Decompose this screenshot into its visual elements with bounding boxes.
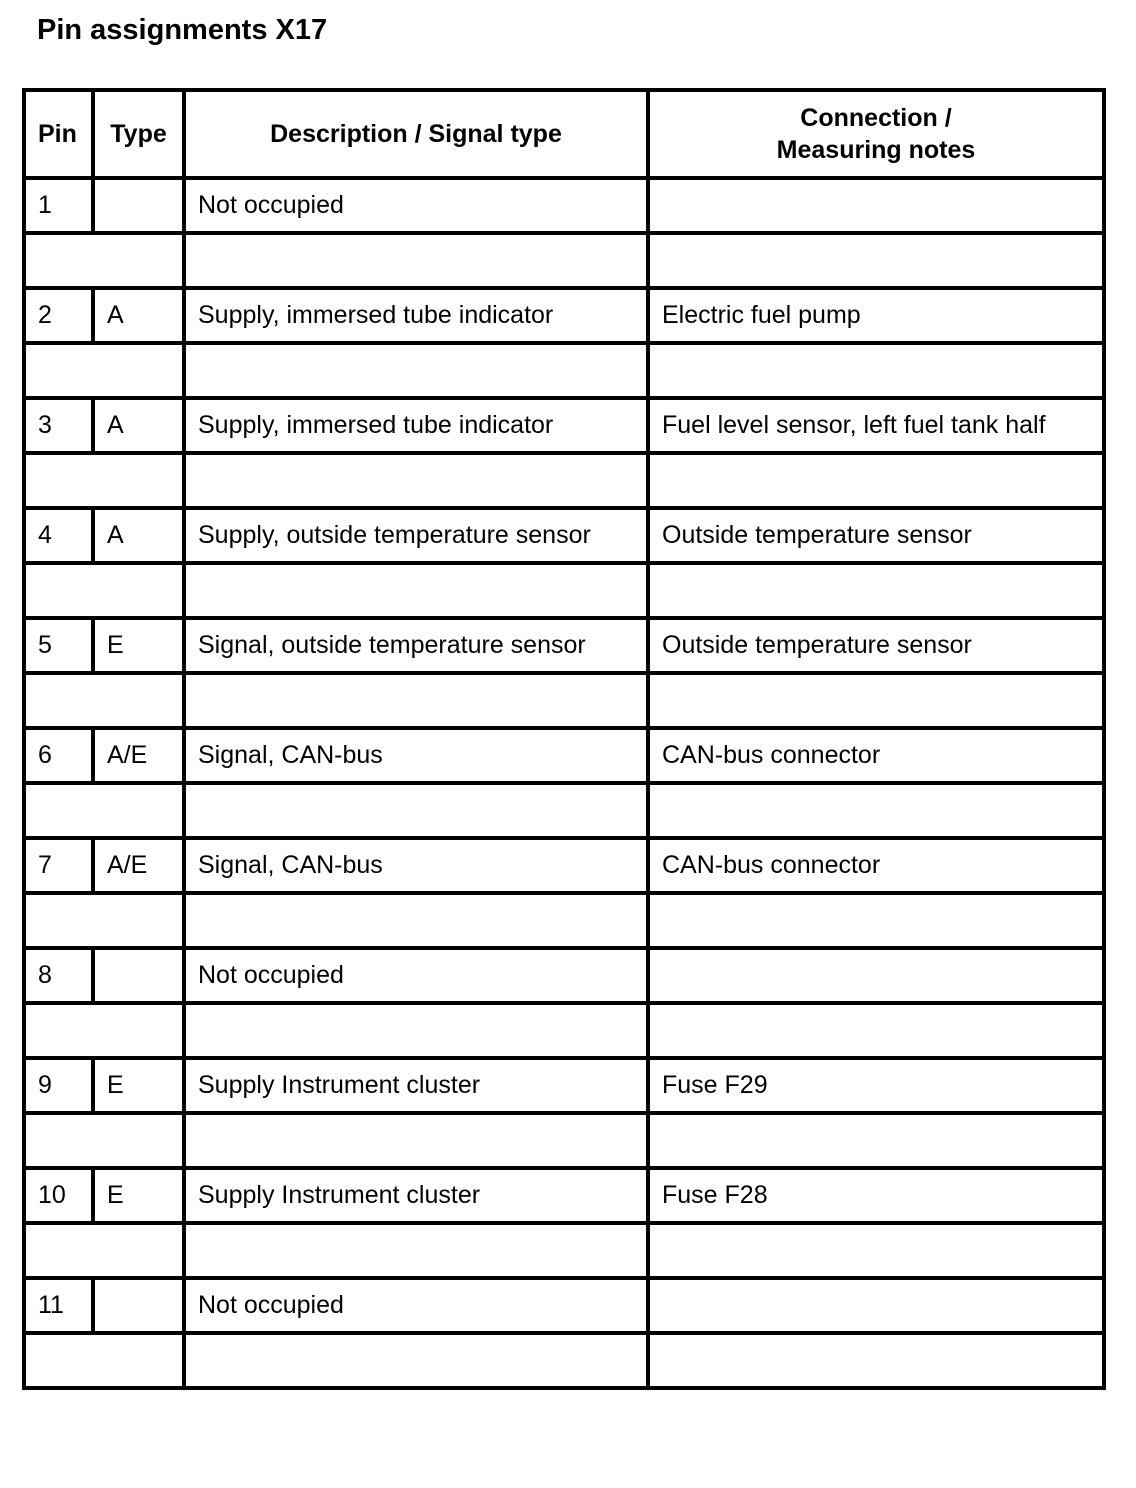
cell-pin: 10 [24, 1168, 93, 1223]
cell-description: Supply Instrument cluster [184, 1168, 648, 1223]
table-header-row [24, 90, 1104, 178]
cell-description: Not occupied [184, 948, 648, 1003]
cell-description: Signal, outside temperature sensor [184, 618, 648, 673]
cell-connection: Outside temperature sensor [648, 618, 1104, 673]
blank-cell [24, 343, 184, 398]
cell-type [93, 1278, 184, 1333]
cell-pin: 3 [24, 398, 93, 453]
cell-pin: 5 [24, 618, 93, 673]
cell-type: A [93, 508, 184, 563]
cell-pin: 7 [24, 838, 93, 893]
blank-row [24, 563, 1104, 618]
cell-type: A/E [93, 838, 184, 893]
blank-cell [648, 673, 1104, 728]
cell-description: Signal, CAN-bus [184, 838, 648, 893]
blank-cell [184, 233, 648, 288]
table-row [24, 948, 1104, 1003]
cell-connection: Outside temperature sensor [648, 508, 1104, 563]
cell-description: Supply, immersed tube indicator [184, 398, 648, 453]
blank-row [24, 1223, 1104, 1278]
table-row [24, 618, 1104, 673]
blank-cell [24, 1113, 184, 1168]
cell-pin: 2 [24, 288, 93, 343]
table-row [24, 508, 1104, 563]
cell-pin: 6 [24, 728, 93, 783]
table-row [24, 288, 1104, 343]
blank-row [24, 893, 1104, 948]
blank-row [24, 673, 1104, 728]
blank-row [24, 343, 1104, 398]
cell-connection: Fuel level sensor, left fuel tank half [648, 398, 1104, 453]
blank-cell [184, 1223, 648, 1278]
blank-row [24, 1333, 1104, 1388]
blank-cell [184, 1003, 648, 1058]
blank-cell [648, 783, 1104, 838]
blank-cell [24, 893, 184, 948]
blank-cell [648, 563, 1104, 618]
blank-cell [648, 1113, 1104, 1168]
cell-description: Supply, immersed tube indicator [184, 288, 648, 343]
cell-pin: 4 [24, 508, 93, 563]
cell-description: Supply, outside temperature sensor [184, 508, 648, 563]
cell-type: A/E [93, 728, 184, 783]
pin-assignment-table [22, 88, 1106, 1390]
table-row [24, 1058, 1104, 1113]
cell-type: E [93, 1168, 184, 1223]
blank-cell [184, 673, 648, 728]
cell-description: Signal, CAN-bus [184, 728, 648, 783]
table-row [24, 838, 1104, 893]
blank-cell [648, 1223, 1104, 1278]
blank-cell [648, 233, 1104, 288]
table-row [24, 1278, 1104, 1333]
blank-row [24, 1113, 1104, 1168]
cell-type: E [93, 1058, 184, 1113]
blank-row [24, 1003, 1104, 1058]
blank-cell [184, 1333, 648, 1388]
cell-type [93, 948, 184, 1003]
header-description: Description / Signal type [184, 90, 648, 178]
blank-cell [648, 343, 1104, 398]
blank-cell [184, 1113, 648, 1168]
cell-description: Supply Instrument cluster [184, 1058, 648, 1113]
table-row [24, 1168, 1104, 1223]
cell-connection: Fuse F29 [648, 1058, 1104, 1113]
blank-row [24, 233, 1104, 288]
header-type: Type [93, 90, 184, 178]
cell-pin: 1 [24, 178, 93, 233]
blank-cell [648, 893, 1104, 948]
table-row [24, 398, 1104, 453]
cell-pin: 9 [24, 1058, 93, 1113]
blank-row [24, 783, 1104, 838]
table-row [24, 178, 1104, 233]
cell-connection: CAN-bus connector [648, 838, 1104, 893]
cell-type: E [93, 618, 184, 673]
cell-pin: 8 [24, 948, 93, 1003]
cell-description: Not occupied [184, 1278, 648, 1333]
cell-connection: Fuse F28 [648, 1168, 1104, 1223]
blank-cell [184, 893, 648, 948]
blank-row [24, 453, 1104, 508]
blank-cell [24, 1003, 184, 1058]
blank-cell [184, 343, 648, 398]
cell-connection: Electric fuel pump [648, 288, 1104, 343]
blank-cell [24, 783, 184, 838]
blank-cell [648, 1333, 1104, 1388]
cell-type: A [93, 398, 184, 453]
table-row [24, 728, 1104, 783]
blank-cell [24, 563, 184, 618]
cell-type: A [93, 288, 184, 343]
header-connection-line1: Connection / [800, 104, 952, 132]
blank-cell [24, 233, 184, 288]
cell-type [93, 178, 184, 233]
cell-description: Not occupied [184, 178, 648, 233]
blank-cell [648, 453, 1104, 508]
cell-connection [648, 948, 1104, 1003]
cell-connection [648, 178, 1104, 233]
blank-cell [184, 453, 648, 508]
header-connection [648, 90, 1104, 178]
blank-cell [24, 1223, 184, 1278]
blank-cell [24, 1333, 184, 1388]
header-connection-line2: Measuring notes [776, 136, 976, 164]
cell-connection [648, 1278, 1104, 1333]
page-title: Pin assignments X17 [37, 14, 328, 46]
cell-connection: CAN-bus connector [648, 728, 1104, 783]
blank-cell [184, 563, 648, 618]
blank-cell [648, 1003, 1104, 1058]
blank-cell [184, 783, 648, 838]
cell-pin: 11 [24, 1278, 93, 1333]
blank-cell [24, 453, 184, 508]
table-body [24, 178, 1104, 1388]
header-pin: Pin [24, 90, 93, 178]
blank-cell [24, 673, 184, 728]
